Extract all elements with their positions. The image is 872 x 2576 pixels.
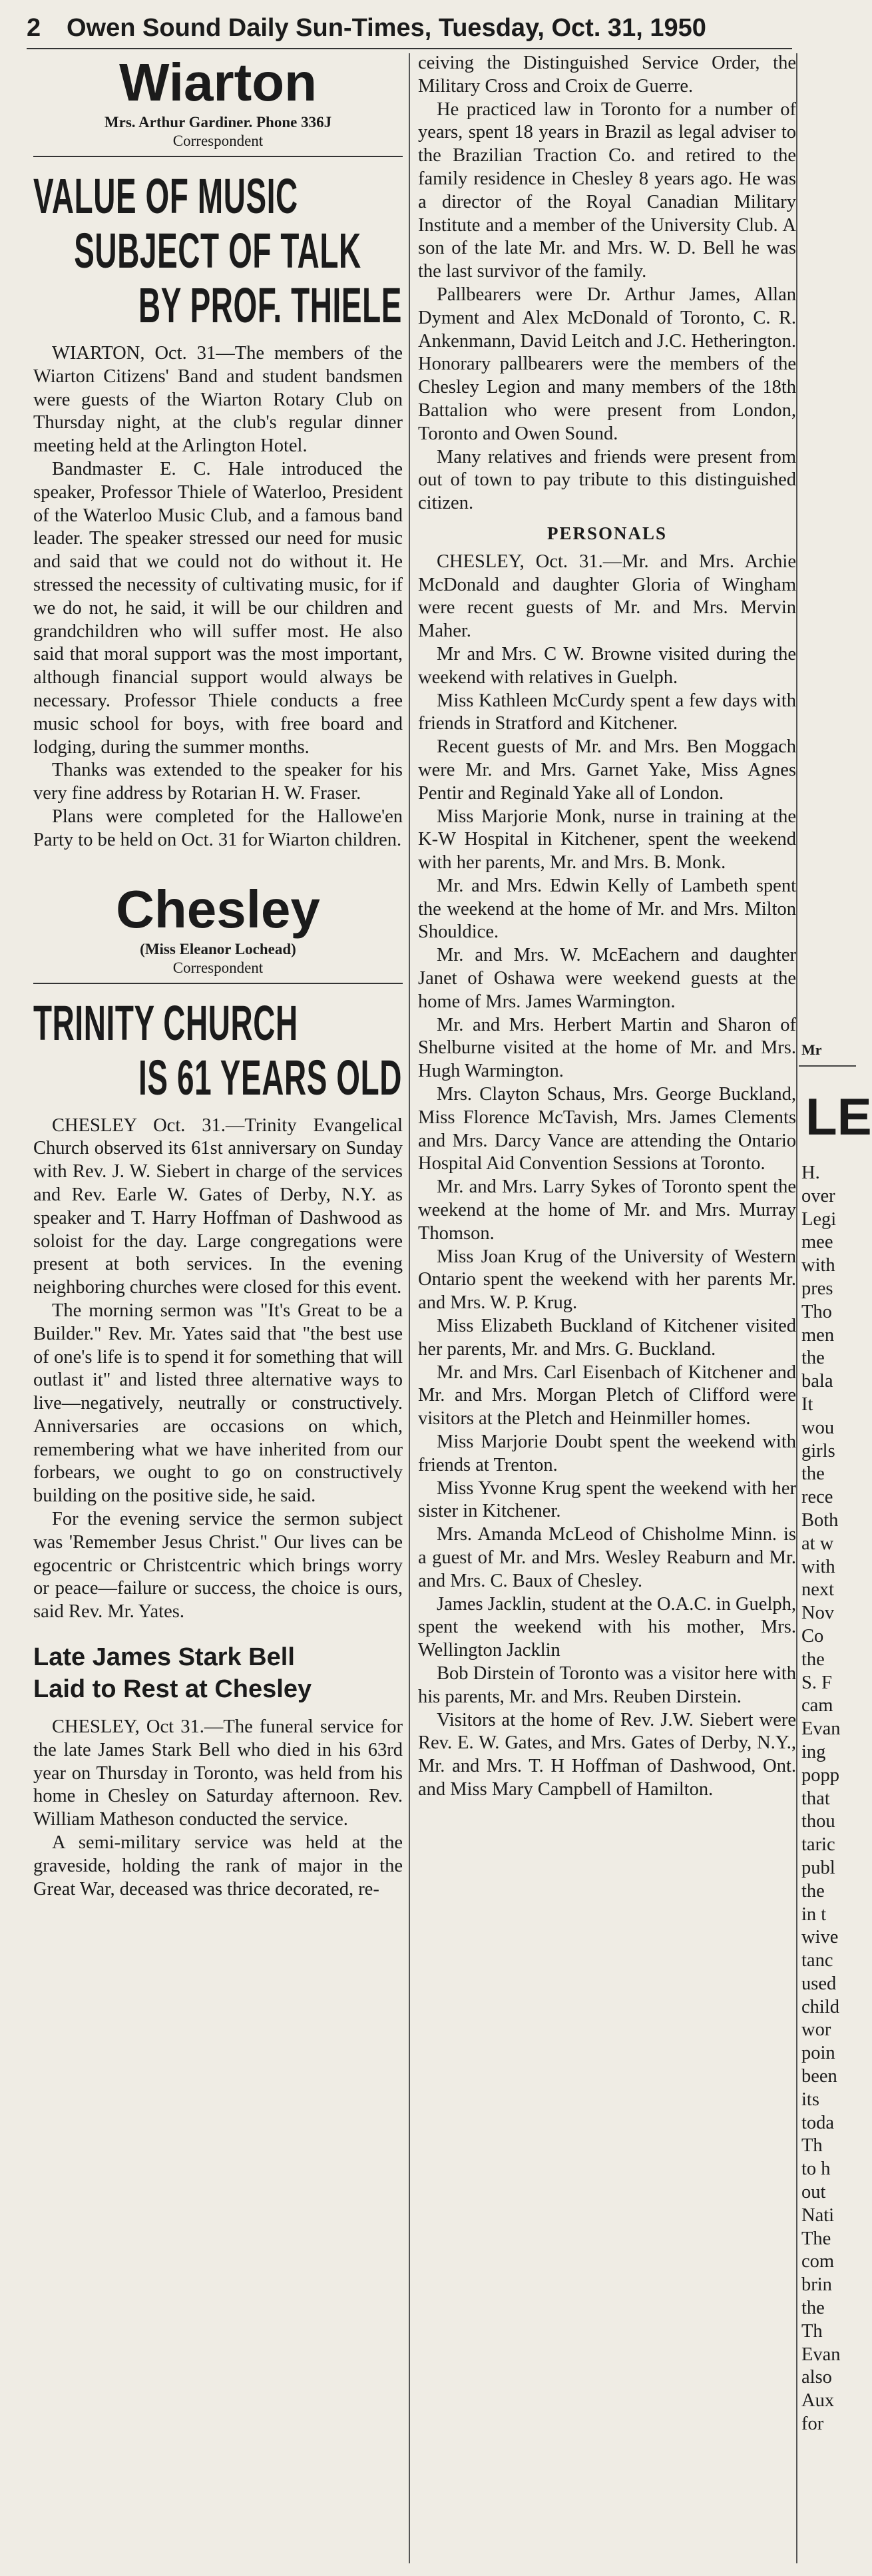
- article-paragraph: WIARTON, Oct. 31—The members of the Wiarton Citizens' Band and student bandsmen were guests of the Wiarton Rotary Club on Thursday night, at the club's regular dinner meeting held at the Arlington Hotel.: [33, 343, 403, 457]
- clipped-line: rece: [801, 1487, 833, 1508]
- correspondent-name: Mrs. Arthur Gardiner. Phone 336J: [104, 114, 332, 130]
- article-paragraph: Thanks was extended to the speaker for his very fine address by Rotarian H. W. Fraser.: [33, 760, 403, 804]
- personal-item: CHESLEY, Oct. 31.—Mr. and Mrs. Archie McDonald and daughter Gloria of Wingham were recent guests of Mr. and Mrs. Mervin Maher.: [418, 551, 796, 642]
- personal-item: Mr. and Mrs. Edwin Kelly of Lambeth spent the weekend at the home of Mr. and Mrs. Milton Shouldice.: [418, 875, 796, 943]
- column-divider: [796, 53, 797, 2563]
- clipped-line: Evan: [801, 1718, 841, 1740]
- clipped-line: Both: [801, 1509, 839, 1531]
- clipped-line: H.: [801, 1162, 820, 1183]
- clipped-line: been: [801, 2066, 837, 2087]
- headline-line: Laid to Rest at Chesley: [33, 1675, 312, 1704]
- article-paragraph: A semi-military service was held at the graveside, holding the rank of major in the Great War, deceased was thrice decorated, re-: [33, 1832, 403, 1900]
- clipped-line: wou: [801, 1417, 835, 1438]
- clipped-line: bala: [801, 1371, 833, 1392]
- clipped-line: men: [801, 1324, 835, 1346]
- clipped-line: Legi: [801, 1208, 837, 1230]
- spacer: [33, 852, 403, 879]
- clipped-line: used: [801, 1973, 837, 1994]
- personal-item: Mr. and Mrs. W. McEachern and daughter Janet of Oshawa were weekend guests at the home of Mrs. James Warmington.: [418, 945, 796, 1012]
- masthead-title: Owen Sound Daily Sun-Times, Tuesday, Oct. 31, 1950: [67, 14, 706, 42]
- headline-line: Late James Stark Bell: [33, 1643, 295, 1672]
- personal-item: Mr and Mrs. C W. Browne visited during the weekend with relatives in Guelph.: [418, 643, 796, 688]
- clipped-line: the: [801, 1649, 825, 1670]
- clipped-line: next: [801, 1579, 835, 1601]
- personal-item: Miss Kathleen McCurdy spent a few days with friends in Stratford and Kitchener.: [418, 690, 796, 734]
- personal-item: Miss Yvonne Krug spent the weekend with her sister in Kitchener.: [418, 1477, 796, 1522]
- personals-heading: PERSONALS: [546, 523, 668, 543]
- clipped-line: the: [801, 1880, 825, 1902]
- article-paragraph: Pallbearers were Dr. Arthur James, Allan Dyment and Alex McDonald of Toronto, C. R. Ankenmann, David Leitch and J.C. Hetherington. Honorary pallbearers were the members of the Chesley Legion and many members of the 18th Battalion who were present from London, Toronto and Owen Sound.: [418, 284, 796, 444]
- personal-item: Bob Dirstein of Toronto was a visitor here with his parents, Mr. and Mrs. Reuben Dirstein.: [418, 1663, 796, 1707]
- personal-item: Mrs. Clayton Schaus, Mrs. George Buckland, Miss Florence McTavish, Mrs. James Clements and Mrs. Darcy Vance are attending the Ontario Hospital Aid Convention Sessions at Toronto.: [418, 1084, 796, 1174]
- section-rule: [33, 156, 403, 157]
- bell-article: [33, 1641, 403, 1901]
- personal-item: Miss Joan Krug of the University of Western Ontario spent the weekend with her parents Mr. and Mrs. W. P. Krug.: [418, 1246, 796, 1314]
- correspondent-name: (Miss Eleanor Lochead): [140, 940, 296, 957]
- clipped-line: wive: [801, 1927, 839, 1948]
- wiarton-section: [33, 52, 403, 852]
- masthead: [27, 9, 792, 47]
- clipped-line: taric: [801, 1834, 835, 1856]
- clipped-line: Co: [801, 1625, 824, 1647]
- clipped-line: Aux: [801, 2390, 835, 2412]
- clipped-line: brin: [801, 2274, 832, 2296]
- clipped-line: for: [801, 2414, 824, 2435]
- personal-item: Visitors at the home of Rev. J.W. Siebert were Rev. E. W. Gates, and Mrs. Gates of Derby, N.Y., Mr. and Mrs. T. H Hoffman of Dashwood, Ont. and Miss Mary Campbell of Hamilton.: [418, 1709, 796, 1800]
- column-1: [33, 52, 403, 2569]
- clipped-line: its: [801, 2089, 819, 2110]
- article-paragraph: CHESLEY, Oct 31.—The funeral service for the late James Stark Bell who died in his 63rd year on Thursday in Toronto, was held from his home in Chesley on Saturday afternoon. Rev. William Matheson conducted the service.: [33, 1716, 403, 1830]
- clipped-line: publ: [801, 1857, 835, 1878]
- headline-line: SUBJECT OF TALK: [74, 223, 361, 278]
- column-2: [418, 52, 796, 2569]
- section-rule: [33, 983, 403, 984]
- clipped-headline: LE: [805, 1087, 872, 1146]
- article-paragraph: He practiced law in Toronto for a number of years, spent 18 years in Brazil as legal adviser to the Brazilian Traction Co. and retired to the family residence in Chesley 8 years ago. He was a director of the Royal Canadian Military Institute and a member of the University Club. A son of the late Mr. and Mrs. W. D. Bell he was the last survivor of the family.: [418, 99, 796, 282]
- clipped-line: girls: [801, 1440, 835, 1461]
- personal-item: James Jacklin, student at the O.A.C. in Guelph, spent the weekend with his mother, Mrs. Wellington Jacklin: [418, 1593, 796, 1661]
- headline: [33, 996, 402, 1105]
- clipped-lines: [801, 1162, 841, 2436]
- personal-item: Recent guests of Mr. and Mrs. Ben Moggach were Mr. and Mrs. Garnet Yake, Miss Agnes Pentir and Reginald Yake all of London.: [418, 736, 796, 804]
- clipped-line: thou: [801, 1811, 835, 1832]
- clipped-line: ing: [801, 1741, 826, 1762]
- headline-line: VALUE OF MUSIC: [33, 168, 298, 224]
- headline-line: BY PROF. THIELE: [138, 278, 402, 333]
- clipped-line: Nov: [801, 1603, 835, 1624]
- clipped-line: over: [801, 1185, 835, 1206]
- clipped-line: cam: [801, 1695, 833, 1716]
- clipped-line: out: [801, 2182, 826, 2203]
- clipped-line: that: [801, 1788, 830, 1809]
- article-paragraph: ceiving the Distinguished Service Order, the Military Cross and Croix de Guerre.: [418, 53, 796, 97]
- clipped-line: mee: [801, 1232, 833, 1253]
- clipped-line: com: [801, 2251, 835, 2272]
- clipped-line: the: [801, 1463, 825, 1485]
- clipped-line: It: [801, 1394, 813, 1415]
- clipped-line: to h: [801, 2159, 831, 2180]
- personal-item: Mrs. Amanda McLeod of Chisholme Minn. is a guest of Mr. and Mrs. Wesley Reaburn and Mr. and Mrs. C. Baux of Chesley.: [418, 1524, 796, 1591]
- clipped-line: toda: [801, 2112, 835, 2133]
- personal-item: Mr. and Mrs. Larry Sykes of Toronto spent the weekend at the home of Mr. and Mrs. Murray Thomson.: [418, 1176, 796, 1244]
- headline-line: IS 61 YEARS OLD: [138, 1049, 402, 1105]
- chesley-section: [33, 879, 403, 1625]
- clipped-line: Evan: [801, 2344, 841, 2365]
- clipped-line: tanc: [801, 1950, 833, 1971]
- masthead-rule: [27, 48, 792, 49]
- clipped-line: with: [801, 1556, 835, 1577]
- clipped-line: popp: [801, 1764, 839, 1786]
- correspondent-label: Correspondent: [172, 132, 264, 149]
- clipped-line: Th: [801, 2135, 823, 2157]
- article-paragraph: CHESLEY Oct. 31.—Trinity Evangelical Church observed its 61st anniversary on Sunday with Rev. J. W. Siebert in charge of the services and Rev. Earle W. Gates of Derby, N.Y. as speaker and T. Harry Hoffman of Dashwood as soloist for the day. Large congregations were present at both services. In the evening neighboring churches were closed for this event.: [33, 1115, 403, 1298]
- headline: [33, 169, 402, 333]
- clipped-line: Tho: [801, 1301, 832, 1322]
- clipped-line: pres: [801, 1278, 833, 1299]
- clipped-line: Nati: [801, 2204, 835, 2226]
- clipped-line: the: [801, 1348, 825, 1369]
- personal-item: Mr. and Mrs. Carl Eisenbach of Kitchener and Mr. and Mrs. Morgan Pletch of Clifford were visitors at the Pletch and Heinmiller homes.: [418, 1362, 796, 1429]
- article-paragraph: The morning sermon was "It's Great to be a Builder." Rev. Mr. Yates said that "the best use of one's life is to spend it for something that will outlast it" and listed three alternative ways to live—negatively, neutrally or constructively. Anniversaries are occasions on which, remembering what we have inherited from our forbears, we ought to go on constructively building on the positive side, he said.: [33, 1300, 403, 1507]
- clipped-line: also: [801, 2367, 832, 2388]
- article-paragraph: For the evening service the sermon subject was 'Remember Jesus Christ." Our lives can be egocentric or Christcentric which brings worry or peace—failure or success, the choice is ours, said Rev. Mr. Yates.: [33, 1509, 403, 1623]
- column-divider: [409, 53, 410, 2563]
- clipped-line: Th: [801, 2320, 823, 2342]
- clipped-line: poin: [801, 2043, 835, 2064]
- clipped-line: S. F: [801, 1672, 832, 1693]
- personal-item: Miss Marjorie Doubt spent the weekend with friends at Trenton.: [418, 1431, 796, 1475]
- department-name: Chesley: [116, 879, 320, 939]
- clipped-line: at w: [801, 1533, 834, 1554]
- department-name: Wiarton: [118, 53, 318, 112]
- clipped-line: the: [801, 2298, 825, 2319]
- section-rule: [799, 1065, 856, 1067]
- clipped-line: child: [801, 1996, 839, 2017]
- personal-item: Miss Marjorie Monk, nurse in training at the K-W Hospital in Kitchener, spent the weekend with her parents, Mr. and Mrs. B. Monk.: [418, 806, 796, 874]
- clipped-line: wor: [801, 2019, 831, 2041]
- article-paragraph: Bandmaster E. C. Hale introduced the speaker, Professor Thiele of Waterloo, President of the Waterloo Music Club, and a famous band leader. The speaker stressed our need for music and said that we could not do without it. He stressed the necessity of cultivating music, for if we do not, he said, it will be our children and grandchildren who will suffer most. He also said that moral support was the most important, although financial support would always be necessary. Professor Thiele conducts a free music school for boys, with free board and lodging, during the summer months.: [33, 458, 403, 758]
- personal-item: Miss Elizabeth Buckland of Kitchener visited her parents, Mr. and Mrs. G. Buckland.: [418, 1316, 796, 1360]
- article-headline: [33, 1641, 403, 1705]
- correspondent-label: Correspondent: [172, 959, 264, 976]
- article-paragraph: Many relatives and friends were present from out of town to pay tribute to this distinguished citizen.: [418, 446, 796, 514]
- clipped-line: The: [801, 2228, 831, 2249]
- clipped-line: with: [801, 1255, 835, 1276]
- article-paragraph: Plans were completed for the Hallowe'en Party to be held on Oct. 31 for Wiarton children.: [33, 806, 403, 850]
- personal-item: Mr. and Mrs. Herbert Martin and Sharon of Shelburne visited at the home of Mr. and Mrs. Hugh Warmington.: [418, 1014, 796, 1082]
- headline-line: TRINITY CHURCH: [33, 995, 298, 1051]
- clipped-next-column: [799, 0, 872, 2576]
- clipped-line: in t: [801, 1904, 827, 1925]
- page-number: 2: [27, 14, 41, 42]
- clipped-text: Mr: [801, 1041, 822, 1058]
